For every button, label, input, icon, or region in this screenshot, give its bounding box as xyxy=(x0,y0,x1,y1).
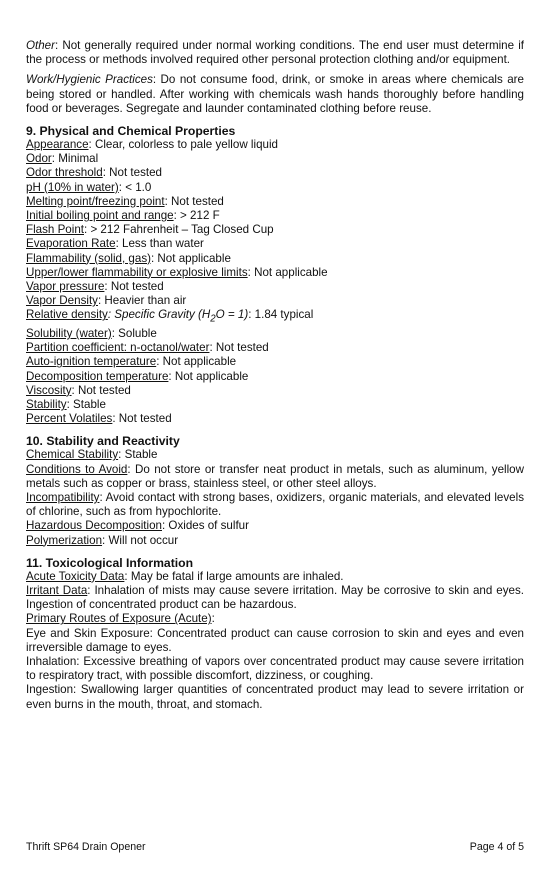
property-row xyxy=(26,534,524,548)
property-label: Flash Point xyxy=(26,223,84,237)
property-row xyxy=(26,280,524,294)
property-row xyxy=(26,195,524,209)
property-value: : Will not occur xyxy=(102,533,179,547)
property-value: : xyxy=(211,612,215,626)
property-label: Percent Volatiles xyxy=(26,412,113,426)
ppe-paragraphs xyxy=(26,39,524,116)
property-label: Acute Toxicity Data xyxy=(26,569,125,583)
property-row xyxy=(26,209,524,223)
property-row xyxy=(26,519,524,533)
property-label: Partition coefficient: n-octanol/water xyxy=(26,341,210,355)
property-row xyxy=(26,223,524,237)
property-value: : Minimal xyxy=(51,152,99,166)
property-value: : Not tested xyxy=(209,341,269,355)
property-row xyxy=(26,448,524,462)
property-value: : > 212 F xyxy=(173,209,220,223)
property-row xyxy=(26,612,524,626)
property-value: : Not applicable xyxy=(150,251,231,265)
property-label: Flammability (solid, gas) xyxy=(26,251,151,265)
property-value: : < 1.0 xyxy=(118,180,152,194)
property-label: Stability xyxy=(26,397,67,411)
section-physical-chemical-properties xyxy=(26,124,524,426)
paragraph xyxy=(26,39,524,67)
property-label: Viscosity xyxy=(26,383,72,397)
property-row xyxy=(26,181,524,195)
property-qualifier: : Specific Gravity (H xyxy=(107,308,211,322)
paragraph-text: : Not generally required under normal working conditions. The end user must determine if the process or methods involved required other personal protection clothing and/or equipment. xyxy=(26,39,524,67)
property-label: Irritant Data xyxy=(26,584,88,598)
property-row xyxy=(26,384,524,398)
property-label: Hazardous Decomposition xyxy=(26,519,162,533)
property-row xyxy=(26,266,524,280)
property-label: Evaporation Rate xyxy=(26,237,116,251)
paragraph-lead: Other xyxy=(26,39,55,52)
property-row xyxy=(26,412,524,426)
footer-product-name: Thrift SP64 Drain Opener xyxy=(26,841,146,853)
property-row xyxy=(26,491,524,519)
property-value: : Not tested xyxy=(104,280,164,294)
document-page xyxy=(26,39,524,712)
property-row xyxy=(26,627,524,655)
property-label: Appearance xyxy=(26,138,89,152)
property-label: Odor xyxy=(26,152,52,166)
property-label: Relative density xyxy=(26,308,108,322)
paragraph-text: : Do not consume food, drink, or smoke in areas where chemicals are being stored or handled. After working with chemicals wash hands thoroughly before handling food or beverages. Segregate and launder contaminated clothing before reuse. xyxy=(26,73,524,115)
section-title: 10. Stability and Reactivity xyxy=(26,434,180,449)
property-label: pH (10% in water) xyxy=(26,180,119,194)
property-row xyxy=(26,252,524,266)
property-value: : Stable xyxy=(118,448,158,462)
property-value: Inhalation: Excessive breathing of vapors over concentrated product may cause severe irritation to respiratory tract, with possible discomfort, dizziness, or coughing. xyxy=(26,655,524,683)
property-label: Upper/lower flammability or explosive limits xyxy=(26,265,248,279)
property-value: : Not applicable xyxy=(156,355,237,369)
property-label: Melting point/freezing point xyxy=(26,194,165,208)
property-value: : Clear, colorless to pale yellow liquid xyxy=(88,138,278,152)
property-row xyxy=(26,138,524,152)
property-qualifier: O = 1) xyxy=(215,308,249,322)
property-label: Chemical Stability xyxy=(26,448,119,462)
property-value: : May be fatal if large amounts are inhaled. xyxy=(124,569,344,583)
property-label: Solubility (water) xyxy=(26,326,112,340)
property-value: : Not tested xyxy=(112,412,172,426)
section-stability-reactivity xyxy=(26,434,524,547)
footer-page-number: Page 4 of 5 xyxy=(469,841,524,853)
property-row xyxy=(26,294,524,308)
property-value: : Less than water xyxy=(115,237,204,251)
property-label: Primary Routes of Exposure (Acute) xyxy=(26,612,212,626)
property-value: : Do not store or transfer neat product in metals, such as aluminum, yellow metals such as copper or brass, stainless steel, or other steel alloys. xyxy=(26,462,524,490)
property-row xyxy=(26,341,524,355)
page-footer xyxy=(26,841,524,854)
property-label: Auto-ignition temperature xyxy=(26,355,157,369)
section-title: 9. Physical and Chemical Properties xyxy=(26,124,236,139)
property-row xyxy=(26,308,524,327)
property-list xyxy=(26,448,524,547)
property-value: : Not tested xyxy=(71,383,131,397)
property-row xyxy=(26,166,524,180)
property-value: : Avoid contact with strong bases, oxidizers, organic materials, and elevated levels of chlorine, such as from hypochlorite. xyxy=(26,491,524,519)
property-value: : Heavier than air xyxy=(97,294,187,308)
property-value: Eye and Skin Exposure: Concentrated product can cause corrosion to skin and eyes and even irreversible damage to eyes. xyxy=(26,626,524,654)
property-label: Odor threshold xyxy=(26,166,103,180)
property-row xyxy=(26,683,524,711)
property-value: Ingestion: Swallowing larger quantities of concentrated product may lead to severe irritation or even burns in the mouth, throat, and stomach. xyxy=(26,683,524,711)
property-label: Vapor pressure xyxy=(26,280,105,294)
property-value: : Inhalation of mists may cause severe irritation. May be corrosive to skin and eyes. Ingestion of concentrated product can be hazardous. xyxy=(26,584,524,612)
section-toxicological-information xyxy=(26,556,524,712)
property-row xyxy=(26,570,524,584)
property-row xyxy=(26,370,524,384)
property-row xyxy=(26,398,524,412)
property-row xyxy=(26,655,524,683)
paragraph xyxy=(26,73,524,116)
property-row xyxy=(26,355,524,369)
property-value: : Not applicable xyxy=(247,265,328,279)
section-title: 11. Toxicological Information xyxy=(26,555,194,570)
property-label: Conditions to Avoid xyxy=(26,462,128,476)
property-list xyxy=(26,138,524,426)
property-value: : > 212 Fahrenheit – Tag Closed Cup xyxy=(84,223,274,237)
property-row xyxy=(26,152,524,166)
paragraph-lead: Work/Hygienic Practices xyxy=(26,73,153,87)
property-row xyxy=(26,237,524,251)
property-label: Decomposition temperature xyxy=(26,369,169,383)
property-row xyxy=(26,327,524,341)
property-list xyxy=(26,570,524,712)
property-value: : Not applicable xyxy=(168,369,249,383)
property-label: Initial boiling point and range xyxy=(26,209,174,223)
property-label: Polymerization xyxy=(26,533,103,547)
property-label: Incompatibility xyxy=(26,491,100,504)
property-value: : 1.84 typical xyxy=(248,308,314,322)
property-value: : Not tested xyxy=(164,194,224,208)
property-label: Vapor Density xyxy=(26,294,98,308)
property-value: : Soluble xyxy=(111,326,157,340)
property-row xyxy=(26,463,524,491)
property-row xyxy=(26,584,524,612)
property-value: : Not tested xyxy=(102,166,162,180)
property-value: : Stable xyxy=(66,397,106,411)
property-subscript: 2 xyxy=(210,313,216,325)
property-value: : Oxides of sulfur xyxy=(161,519,249,533)
